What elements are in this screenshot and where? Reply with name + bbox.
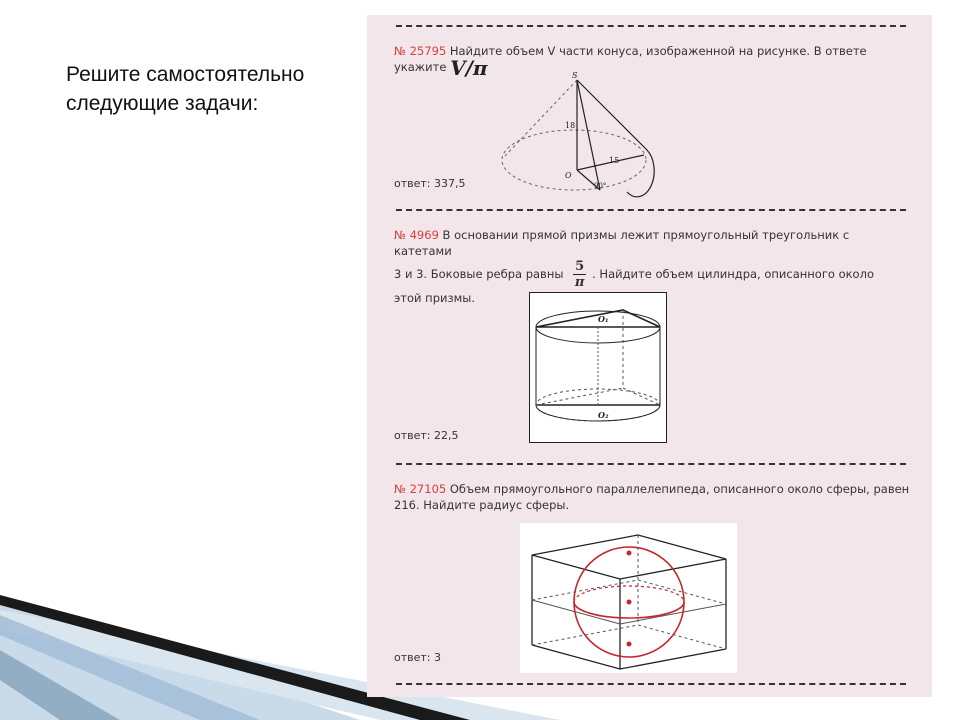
label-o2: O₂ — [598, 410, 609, 420]
problem-text: В основании прямой призмы лежит прямоугольный треугольник с катетами — [394, 228, 850, 258]
slide-title: Решите самостоятельно следующие задачи: — [66, 63, 305, 115]
cone-figure — [497, 70, 662, 205]
problem-text: Найдите объем V части конуса, изображенной на рисунке. В ответе укажите — [394, 44, 867, 74]
problem-number: № 25795 — [394, 44, 447, 58]
separator — [396, 683, 906, 685]
separator — [396, 25, 906, 27]
problem-27105 — [394, 481, 914, 513]
problem-text: . Найдите объем цилиндра, описанного около этой призмы. — [394, 267, 874, 305]
fraction-5-over-pi: $\frac{5}{\pi}$ — [574, 259, 585, 290]
separator — [396, 463, 906, 465]
label-angle: 90° — [594, 182, 607, 190]
answer-2: ответ: 22,5 — [394, 429, 459, 442]
problem-text: 3 и 3. Боковые ребра равны — [394, 267, 564, 281]
cylinder-prism-figure — [529, 292, 667, 443]
sphere-box-figure — [520, 523, 737, 673]
answer-1: ответ: 337,5 — [394, 177, 466, 190]
label-o1: O₁ — [598, 314, 609, 324]
answer-3: ответ: 3 — [394, 651, 441, 664]
problem-number: № 27105 — [394, 482, 447, 496]
label-o: O — [565, 171, 572, 180]
separator — [396, 209, 906, 211]
problem-number: № 4969 — [394, 228, 439, 242]
formula-v-over-pi: V/π — [450, 56, 488, 80]
label-s: S — [572, 71, 578, 80]
label-radius: 15 — [609, 156, 620, 165]
label-height: 18 — [565, 121, 576, 130]
problems-panel — [367, 15, 932, 697]
problem-text: Объем прямоугольного параллелепипеда, описанного около сферы, равен 216. Найдите радиус сферы. — [394, 482, 910, 512]
